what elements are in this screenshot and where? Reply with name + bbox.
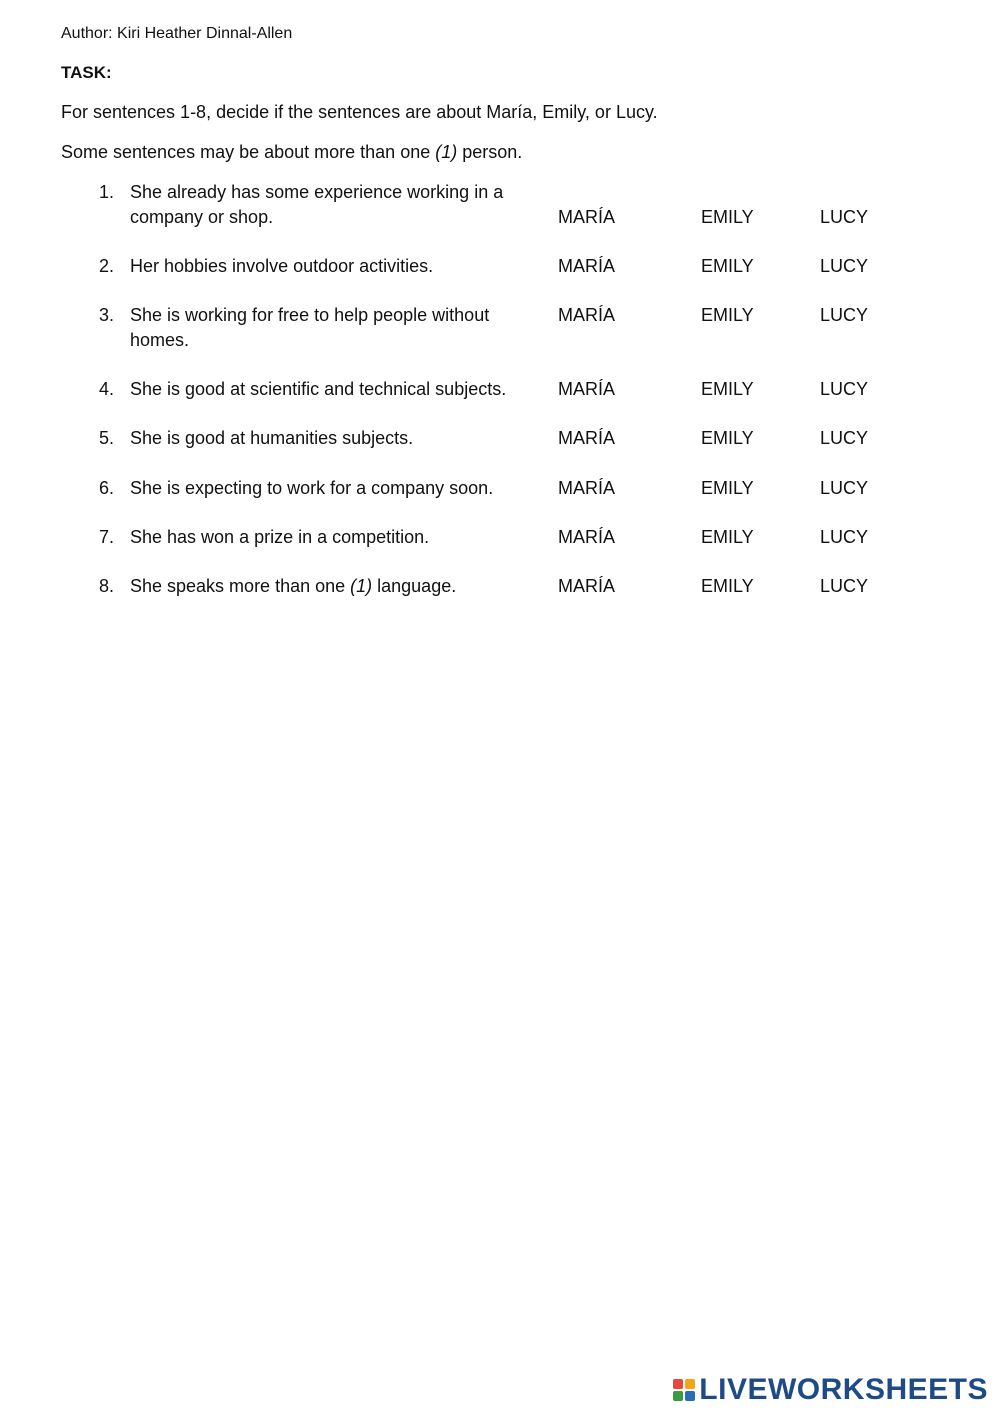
option-maria[interactable]: MARÍA [558, 305, 616, 325]
instruction-line-2 [61, 142, 522, 163]
item-text: She already has some experience working in a company or shop. [130, 182, 504, 227]
item-number: 5. [99, 428, 115, 448]
option-emily[interactable]: EMILY [701, 256, 754, 276]
item-text: Her hobbies involve outdoor activities. [130, 256, 434, 276]
option-maria[interactable]: MARÍA [558, 576, 616, 596]
option-lucy[interactable]: LUCY [820, 379, 869, 399]
task-heading: TASK: [61, 63, 112, 82]
option-emily[interactable]: EMILY [701, 527, 754, 547]
option-maria[interactable]: MARÍA [558, 428, 616, 448]
option-lucy[interactable]: LUCY [820, 576, 869, 596]
option-emily[interactable]: EMILY [701, 478, 754, 498]
item-text: She is good at humanities subjects. [130, 428, 414, 448]
logo-tile-v [673, 1391, 683, 1401]
option-lucy[interactable]: LUCY [820, 207, 869, 227]
logo-tile-i [685, 1379, 695, 1389]
option-lucy[interactable]: LUCY [820, 256, 869, 276]
item-number: 2. [99, 256, 115, 276]
option-maria[interactable]: MARÍA [558, 478, 616, 498]
option-emily[interactable]: EMILY [701, 305, 754, 325]
option-maria[interactable]: MARÍA [558, 256, 616, 276]
brand-name: LIVEWORKSHEETS [699, 1373, 988, 1406]
option-emily[interactable]: EMILY [701, 428, 754, 448]
instruction-suffix: person. [457, 142, 523, 162]
logo-tile-l [673, 1379, 683, 1389]
instruction-line-1: For sentences 1-8, decide if the sentences are about María, Emily, or Lucy. [61, 102, 658, 122]
item-text-number: (1) [350, 576, 373, 596]
brand-logo[interactable] [673, 1372, 988, 1408]
option-emily[interactable]: EMILY [701, 379, 754, 399]
item-text-suffix: language. [372, 576, 457, 596]
liveworksheets-icon [673, 1379, 695, 1401]
item-number: 6. [99, 478, 115, 498]
option-lucy[interactable]: LUCY [820, 527, 869, 547]
author-line: Author: Kiri Heather Dinnal-Allen [61, 25, 293, 42]
option-maria[interactable]: MARÍA [558, 527, 616, 547]
option-lucy[interactable]: LUCY [820, 305, 869, 325]
item-number: 3. [99, 305, 115, 325]
option-maria[interactable]: MARÍA [558, 207, 616, 227]
item-text: She is good at scientific and technical subjects. [130, 379, 507, 399]
item-text: She is expecting to work for a company soon. [130, 478, 494, 498]
item-number: 1. [99, 182, 115, 202]
item-number: 7. [99, 527, 115, 547]
logo-tile-e [685, 1391, 695, 1401]
item-number: 4. [99, 379, 115, 399]
instruction-prefix: Some sentences may be about more than one [61, 142, 436, 162]
option-emily[interactable]: EMILY [701, 207, 754, 227]
option-lucy[interactable]: LUCY [820, 478, 869, 498]
instruction-number: (1) [435, 142, 458, 162]
option-maria[interactable]: MARÍA [558, 379, 616, 399]
item-text [130, 574, 525, 599]
item-text: She has won a prize in a competition. [130, 527, 430, 547]
option-lucy[interactable]: LUCY [820, 428, 869, 448]
option-emily[interactable]: EMILY [701, 576, 754, 596]
item-text-prefix: She speaks more than one [130, 576, 351, 596]
item-number: 8. [99, 576, 115, 596]
item-text: She is working for free to help people without homes. [130, 305, 490, 350]
